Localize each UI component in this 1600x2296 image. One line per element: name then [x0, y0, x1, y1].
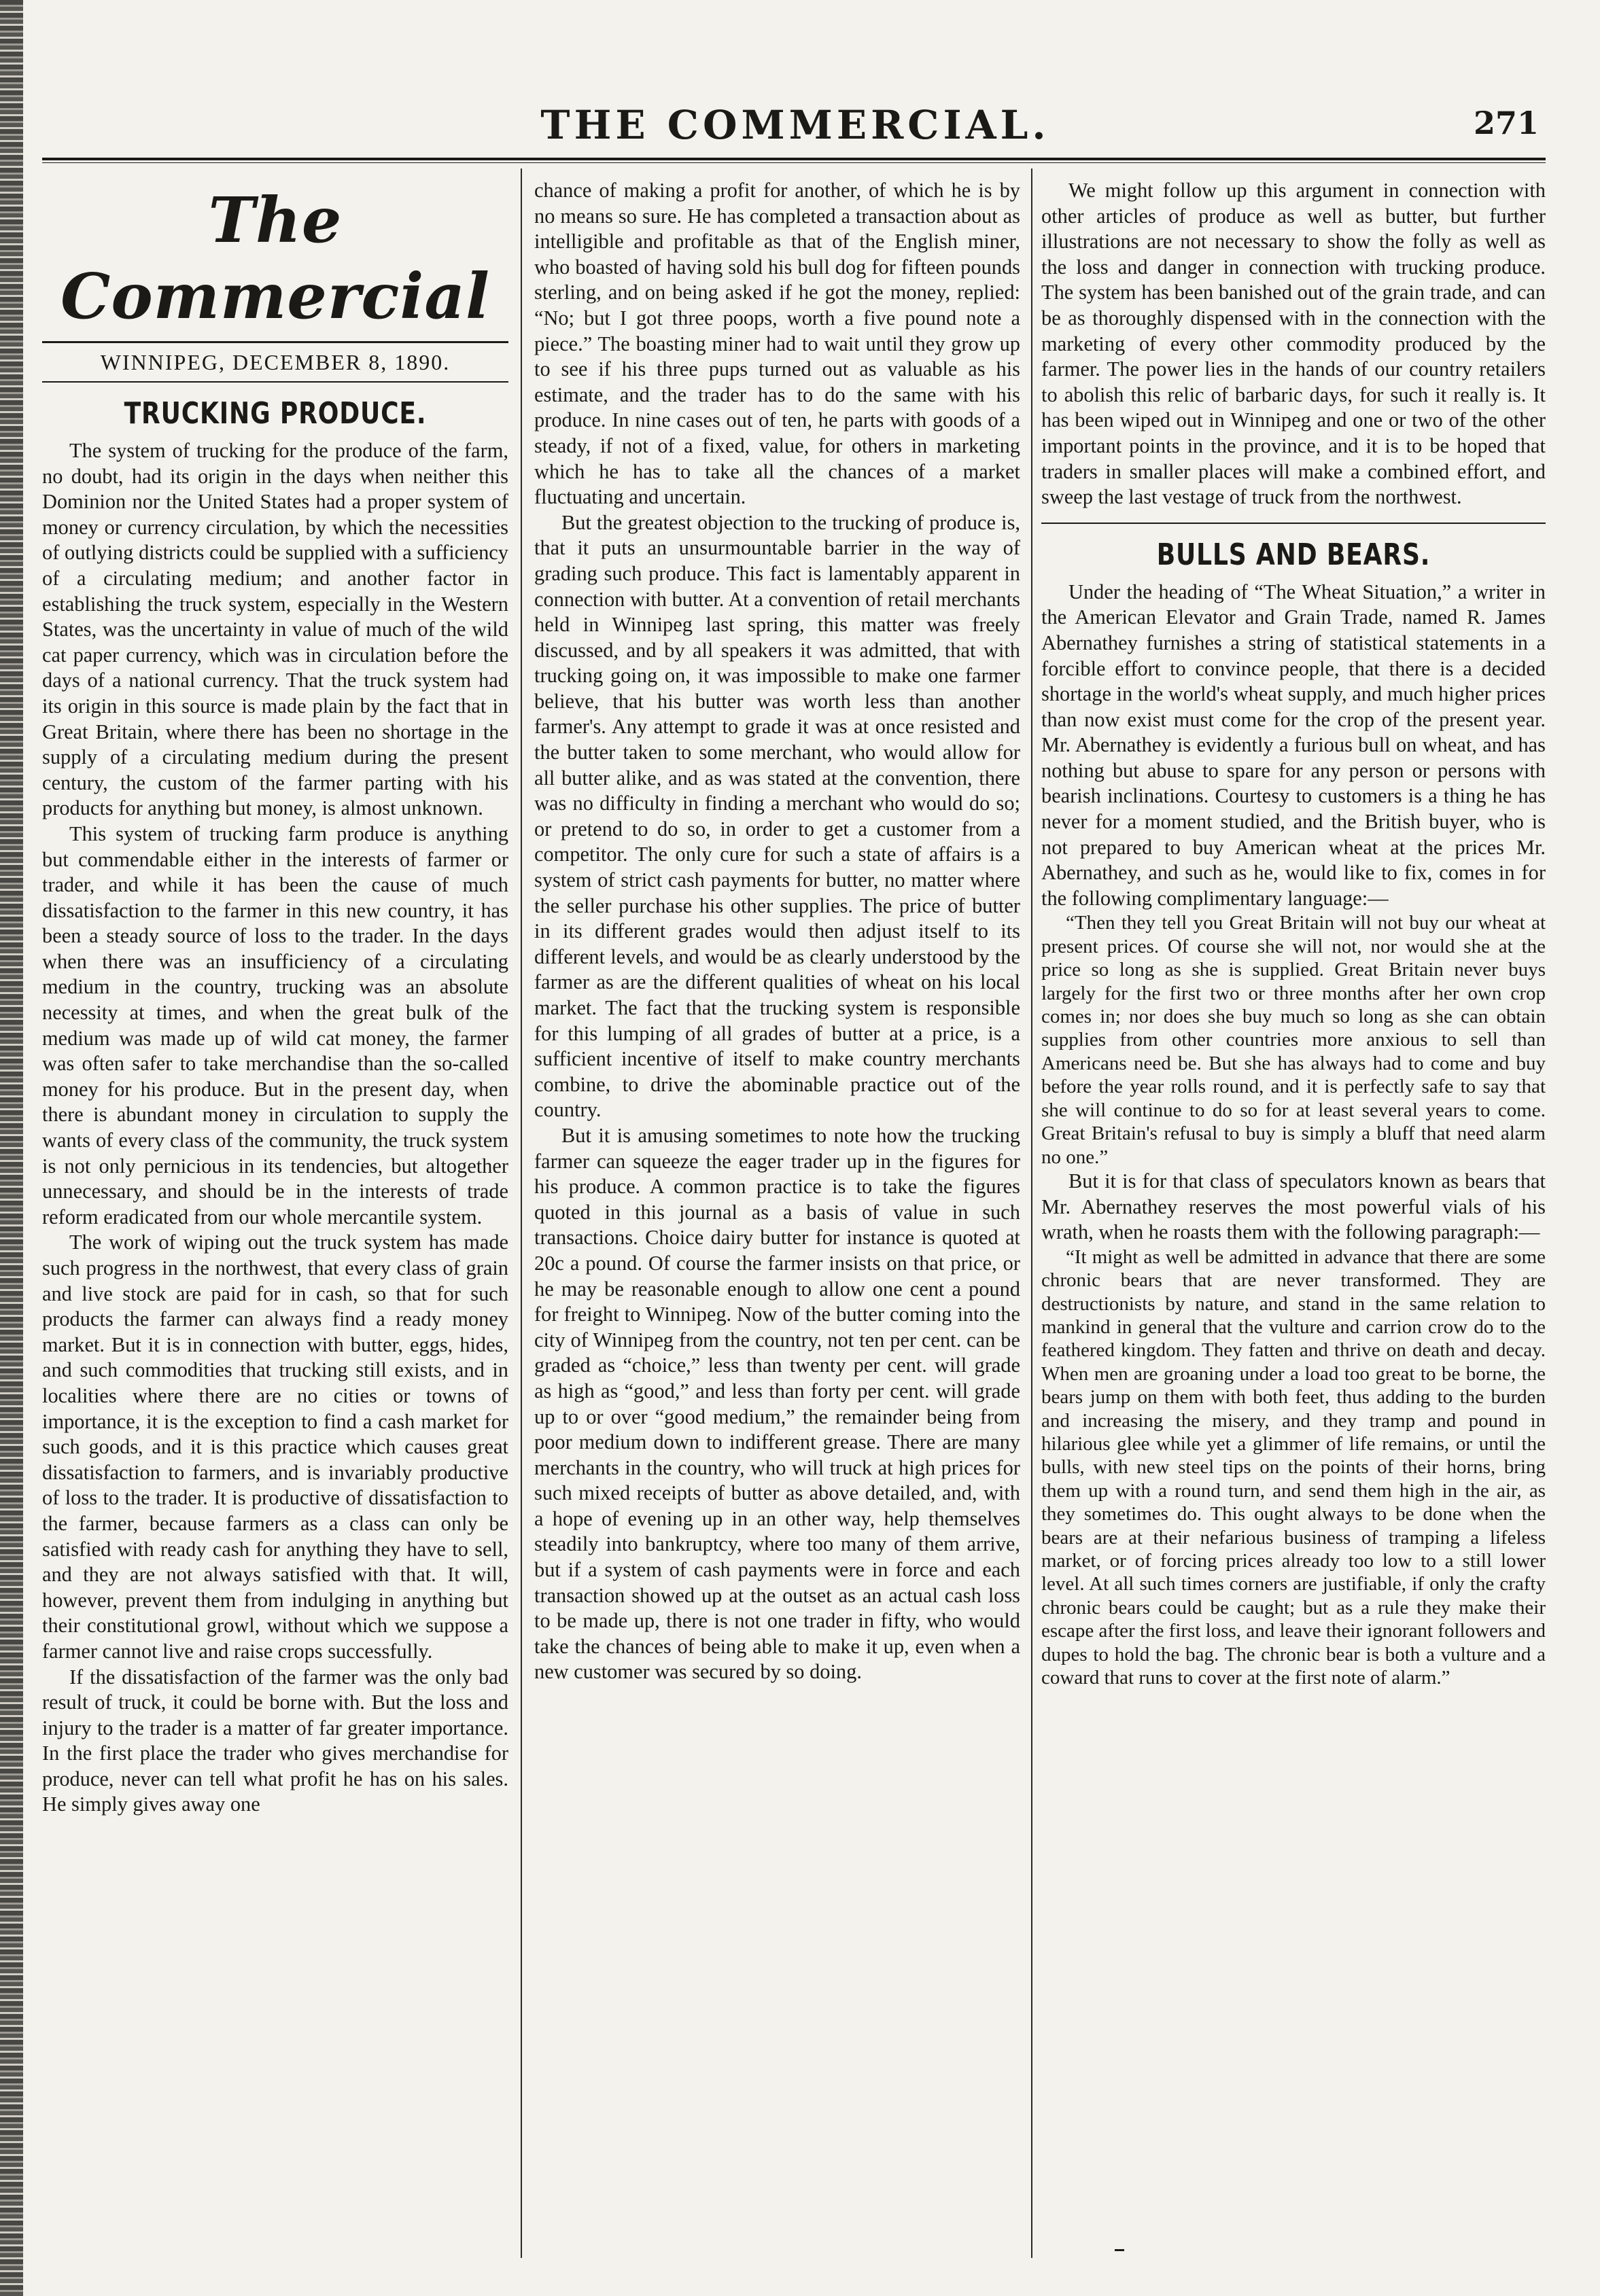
article-paragraph: chance of making a profit for another, of which he is by no means so sure. He has completed a transaction about as intelligible and profitable as that of the English miner, who boasted of having sold his bull dog for fifteen pounds sterling, and on being asked if he got the money, replied: “No; but I got three poops, worth a five pound note a piece.” The boasting miner had to wait until they grow up to see if his three pups turned out as valuable as his estimate, and the trader has to do the same with his produce. In nine cases out of ten, he parts with goods of a steady, if not of a fixed, value, for others in marketing which he has to take all the chances of a market fluctuating and uncertain. [534, 179, 1020, 509]
column-1 [42, 178, 508, 2254]
article-paragraph: But it is for that class of speculators known as bears that Mr. Abernathey reserves the most powerful vials of his wrath, when he roasts them with the following paragraph:— [1041, 1169, 1546, 1244]
article-paragraph: The system of trucking for the produce of the farm, no doubt, had its origin in the days when neither this Dominion nor the United States had a proper system of money or currency circulation, by which the necessities of outlying districts could be supplied with a sufficiency of a circulating medium; and another factor in establishing the truck system, especially in the Western States, was the uncertainty in value of much of the wild cat paper currency, which was in circulation before the days of a national currency. That the truck system had its origin in this source is made plain by the fact that in Great Britain, where there has been no shortage in the supply of a circulating medium during the present century, the custom of the farmer parting with his products for anything but money, is almost unknown. [42, 439, 508, 820]
article-paragraph: The work of wiping out the truck system has made such progress in the northwest, that every class of grain and live stock are paid for in cash, so that for such products the farmer can always find a ready money market. But it is in connection with butter, eggs, hides, and such commodities that trucking still exists, and in localities where there are no cities or towns of importance, it is the exception to find a cash market for such goods, and it is this practice which causes great dissatisfaction to farmers, and is invariably productive of loss to the trader. It is productive of dissatisfaction to the farmer, because farmers as a class can only be satisfied with ready cash for anything they have to sell, and they are not always satisfied with that. It will, however, prevent them from indulging in anything but their constitutional growl, without which we suppose a farmer cannot live and raise crops successfully. [42, 1231, 508, 1663]
dateline-rule-bottom [42, 381, 508, 383]
quote-paragraph: “Then they tell you Great Britain will not buy our wheat at present prices. Of course she will not, nor would she at the price so long as she is supplied. Great Britain never buys largely for the first two or three months after her own crop comes in; nor does she buy much so long as she can obtain supplies from other countries more anxious to sell than Americans need be. But she has always had to come and buy before the year rolls round, and it is perfectly safe to say that she will continue to do so for at least several years to come. Great Britain's refusal to buy is simply a bluff that need alarm no one.” [1041, 912, 1546, 1168]
section-divider [1041, 523, 1546, 524]
masthead-title: The Commercial [60, 183, 490, 333]
page-binding-edge [0, 0, 23, 2296]
running-title: THE COMMERCIAL. [540, 102, 1050, 148]
running-head [0, 102, 1600, 149]
header-rule [42, 158, 1546, 163]
column-divider-1 [521, 169, 522, 2258]
article-headline-trucking: TRUCKING PRODUCE. [124, 396, 427, 431]
article-paragraph: But the greatest objection to the trucking of produce is, that it puts an unsurmountable barrier in the way of grading such produce. This fact is lamentably apparent in connection with butter. At a convention of retail merchants held in Winnipeg last spring, this matter was freely discussed, and by all speakers it was admitted, that with trucking going on, it was impossible to make one farmer believe, that his butter was worth less than another farmer's. Any attempt to grade it was at once resisted and the butter taken to some merchant, who would allow for all butter alike, and as was stated at the convention, there was no difficulty in finding a merchant who would do so; or pretend to do so, in order to get a customer from a competitor. The only cure for such a state of affairs is a system of strict cash payments for butter, no matter where the seller purchase his other supplies. The price of butter in its different grades would then adjust itself to its different levels, and would be as clearly understood by the farmer as are the different qualities of wheat on his local market. The fact that the trucking system is responsible for this lumping of all grades of butter at a price, is a sufficient incentive of itself to make country merchants combine, to drive the abominable practice out of the country. [534, 510, 1020, 1122]
quote-paragraph: “It might as well be admitted in advance that there are some chronic bears that are never transformed. They are destructionists by nature, and stand in the same relation to mankind in general that the vulture and carrion crow do to the feathered kingdom. They fatten and thrive on death and decay. When men are groaning under a load too great to be borne, the bears jump on them with both feet, thus adding to the burden and increasing the misery, and they tramp and pound in hilarious glee while yet a glimmer of life remains, or until the bulls, with new steel tips on the points of their horns, bring them up with a round turn, and send them high in the air, as they sometimes do. This ought always to be done when the bears are at their nefarious business of tramping a lifeless market, or of forcing prices already too low to a still lower level. At all such times corners are justifiable, if only the crafty chronic bears could be caught; but as a rule they make their escape after the first loss, and leave their ignorant followers and dupes to hold the bag. The chronic bear is both a vulture and a coward that runs to cover at the first note of alarm.” [1041, 1246, 1546, 1689]
block-quote-1 [1041, 911, 1546, 1168]
column-3 [1041, 178, 1546, 2254]
article-headline-bulls-bears: BULLS AND BEARS. [1156, 537, 1431, 572]
page-end-mark [1115, 2249, 1124, 2251]
article-paragraph: But it is amusing sometimes to note how the trucking farmer can squeeze the eager trader up in the figures for his produce. A common practice is to take the figures quoted in this journal as a basis of value in such transactions. Choice dairy butter for instance is quoted at 20c a pound. Of course the farmer insists on that price, or he may be reasonable enough to allow one cent a pound for freight to Winnipeg. Now of the butter coming into the city of Winnipeg from the country, not ten per cent. can be graded as “choice,” less than twenty per cent. will grade as high as “good,” and less than forty per cent. will grade up to or over “good medium,” the remainder being from poor medium down to indifferent grease. There are many merchants in the country, who will truck at high prices for such mixed receipts of butter as above detailed, and, with a hope of evening up in an other way, help themselves steadily into bankruptcy, where too many of them arrive, but if a system of cash payments were in force and each transaction showed up at the outset as an actual cash loss to be made up, there is not one trader in fifty, who would take the chances of being able to make it up, even when a new customer was secured by so doing. [534, 1123, 1020, 1684]
block-quote-2 [1041, 1246, 1546, 1690]
column-2 [534, 178, 1020, 2254]
article-paragraph: We might follow up this argument in connection with other articles of produce as well as butter, but further illustrations are not necessary to show the folly as well as the loss and danger in connection with trucking produce. The system has been banished out of the grain trade, and can be as thoroughly dispensed with in the connection with the marketing of every other commodity produced by the farmer. The power lies in the hands of our country retailers to abolish this relic of barbaric days, for such it really is. It has been wiped out in Winnipeg and one or two of the other important points in the province, and it is to be hoped that traders in smaller places will make a combined effort, and sweep the last vestage of truck from the northwest. [1041, 179, 1546, 509]
column-divider-2 [1031, 169, 1032, 2258]
article-paragraph: Under the heading of “The Wheat Situation,” a writer in the American Elevator and Grain Trade, named R. James Abernathey furnishes a string of statistical statements in a forcible effort to convince people, that there is a decided shortage in the world's wheat supply, and much higher prices than now exist must come for the crop of the present year. Mr. Abernathey is evidently a furious bull on wheat, and has nothing but abuse to spare for any person or persons with bearish inclinations. Courtesy to customers is a thing he has never for a moment studied, and the British buyer, who is not prepared to buy American wheat at the prices Mr. Abernathey, and such as he, would like to fix, comes in for the following complimentary language:— [1041, 580, 1546, 910]
article-paragraph: This system of trucking farm produce is anything but commendable either in the interests of farmer or trader, and while it has been the cause of much dissatisfaction to the farmer in this new country, it has been a steady source of loss to the trader. In the days when there was an insufficiency of a circulating medium in the country, trucking was an absolute necessity at times, and when the great bulk of the medium was made up of wild cat money, the farmer was often safer to take merchandise than the so-called money for his produce. But in the present day, when there is abundant money in circulation to supply the wants of every class of the community, the truck system is not only pernicious in its tendencies, but altogether unnecessary, and should be in the interests of trade reform eradicated from our whole mercantile system. [42, 822, 508, 1229]
page-number: 271 [1473, 105, 1539, 141]
article-paragraph: If the dissatisfaction of the farmer was the only bad result of truck, it could be borne with. But the loss and injury to the trader is a matter of far greater importance. In the first place the trader who gives merchandise for produce, never can tell what profit he has on his sales. He simply gives away one [42, 1665, 508, 1816]
dateline: WINNIPEG, DECEMBER 8, 1890. [100, 350, 451, 374]
